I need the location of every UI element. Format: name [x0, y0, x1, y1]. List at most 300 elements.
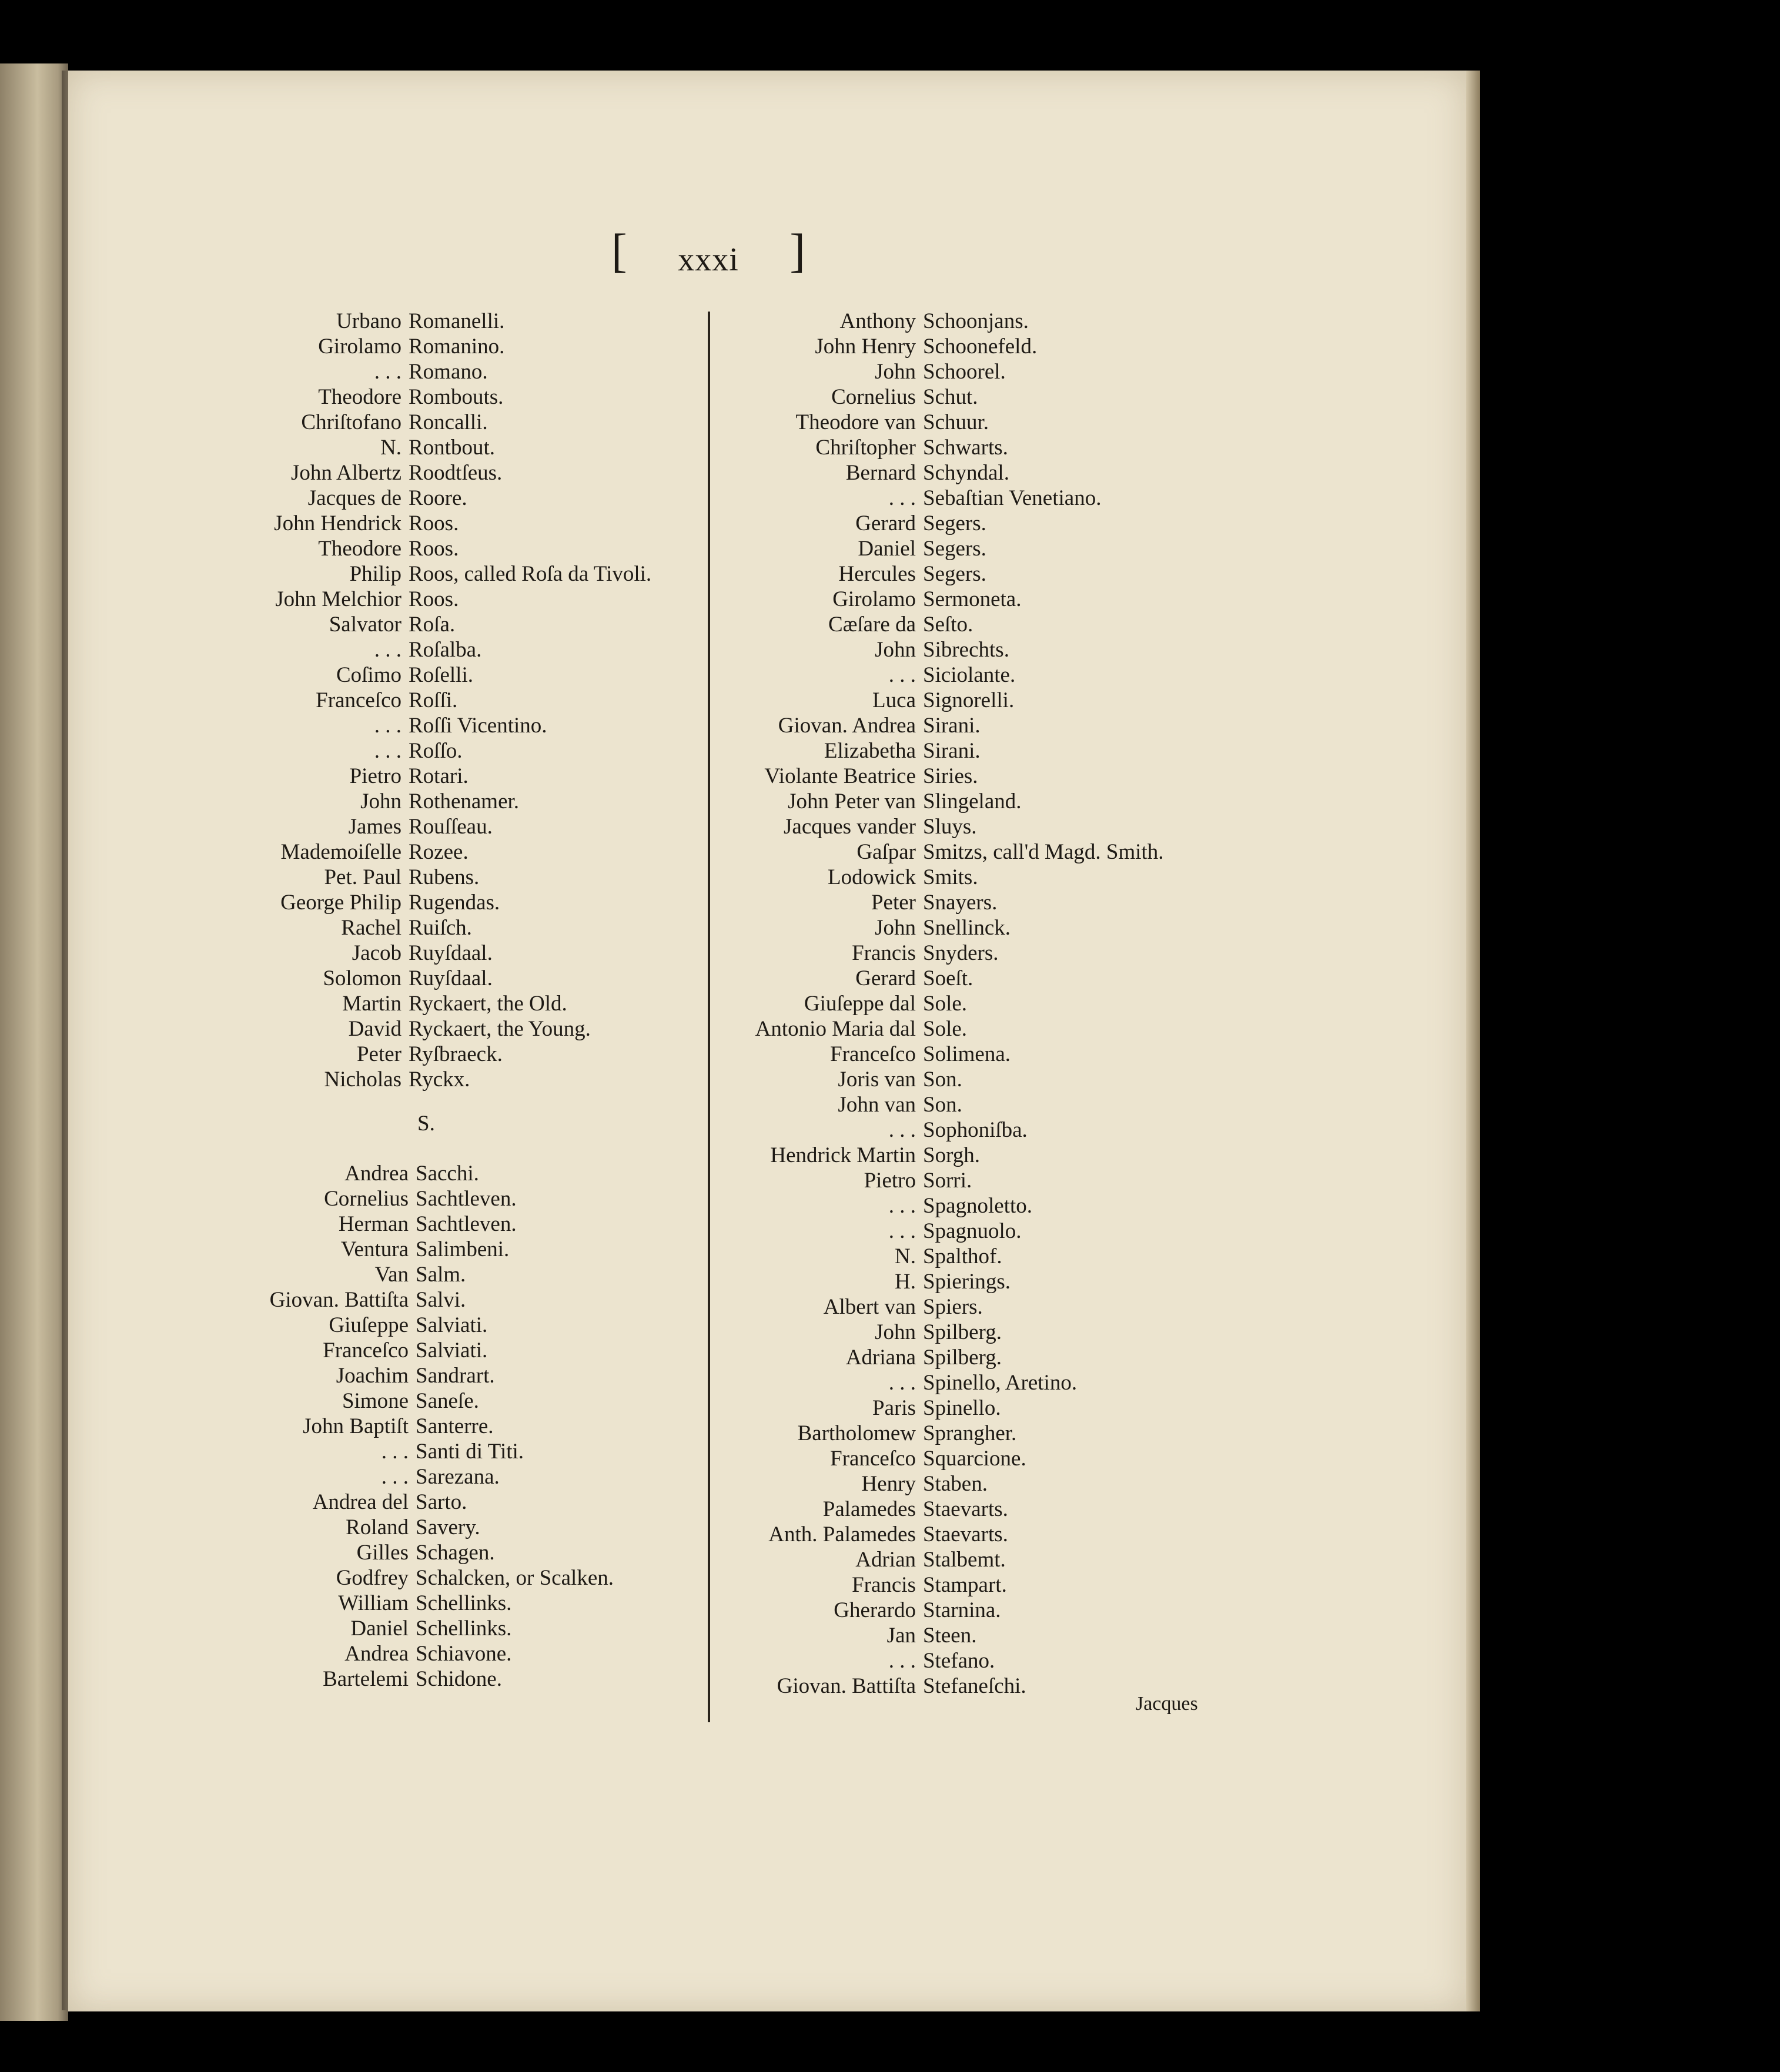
index-entry: [176, 991, 705, 1016]
entry-surname: Ryſbraeck.: [409, 1042, 503, 1066]
entry-first-name: Antonio Maria dal: [755, 1017, 916, 1041]
entry-first-name: Solomon: [323, 966, 401, 990]
index-entry: [176, 966, 705, 991]
index-entry: [176, 1439, 705, 1464]
entry-surname: Schalcken, or Scalken.: [416, 1566, 614, 1590]
index-entry: [717, 764, 1305, 789]
entry-first-name: Cæſare da: [828, 612, 916, 637]
entry-first-name: . . .: [888, 1194, 916, 1218]
entry-first-name: Jacques vander: [784, 815, 916, 839]
entry-first-name: Joachim: [336, 1364, 409, 1388]
entry-surname: Sluys.: [923, 815, 977, 839]
entry-surname: Segers.: [923, 562, 986, 586]
entry-surname: Santerre.: [416, 1414, 494, 1438]
index-entry: [717, 1269, 1305, 1294]
index-entry: [176, 435, 705, 460]
entry-surname: Rugendas.: [409, 891, 500, 915]
index-entry: [176, 1363, 705, 1388]
entry-first-name: Ventura: [340, 1237, 409, 1261]
entry-first-name: Anth. Palamedes: [768, 1522, 916, 1547]
entry-surname: Sorgh.: [923, 1143, 980, 1167]
entry-surname: Schagen.: [416, 1541, 495, 1565]
entry-surname: Rozee.: [409, 840, 469, 864]
entry-surname: Spiers.: [923, 1295, 983, 1319]
index-entry: [717, 1572, 1305, 1598]
entry-surname: Sachtleven.: [416, 1187, 517, 1211]
entry-surname: Sarezana.: [416, 1465, 500, 1489]
entry-first-name: John Albertz: [290, 461, 401, 485]
entry-first-name: Franceſco: [830, 1042, 916, 1066]
entry-first-name: . . .: [888, 1371, 916, 1395]
index-entry: [717, 460, 1305, 486]
entry-surname: Ryckaert, the Young.: [409, 1017, 591, 1041]
entry-surname: Signorelli.: [923, 688, 1015, 712]
entry-surname: Sirani.: [923, 714, 981, 738]
index-entry: [717, 814, 1305, 839]
entry-surname: Stampart.: [923, 1573, 1007, 1597]
index-entry: [176, 1186, 705, 1211]
entry-first-name: John: [875, 360, 916, 384]
entry-first-name: Rachel: [341, 916, 401, 940]
entry-first-name: Giovan. Battiſta: [777, 1674, 916, 1698]
index-entry: [176, 1042, 705, 1067]
index-entry: [176, 1540, 705, 1565]
index-entry: [717, 511, 1305, 536]
entry-first-name: Lodowick: [827, 865, 916, 889]
entry-surname: Salviati.: [416, 1338, 488, 1363]
index-entry: [176, 865, 705, 890]
entry-first-name: John Henry: [815, 334, 916, 359]
entry-first-name: James: [348, 815, 401, 839]
entry-first-name: . . .: [381, 1465, 409, 1489]
index-entry: [176, 1287, 705, 1313]
entry-first-name: Franceſco: [316, 688, 401, 712]
entry-first-name: Herman: [338, 1212, 409, 1236]
index-entry: [717, 991, 1305, 1016]
entry-first-name: Coſimo: [336, 663, 401, 687]
entry-first-name: . . .: [374, 714, 401, 738]
entry-surname: Sermoneta.: [923, 587, 1022, 611]
entry-first-name: Giuſeppe: [329, 1313, 409, 1337]
index-entry: [176, 637, 705, 662]
entry-surname: Sarto.: [416, 1490, 467, 1514]
entry-first-name: Adriana: [845, 1345, 916, 1370]
index-entry: [717, 1042, 1305, 1067]
entry-surname: Spilberg.: [923, 1345, 1002, 1370]
entry-surname: Smitzs, call'd Magd. Smith.: [923, 840, 1164, 864]
index-entry: [176, 1067, 705, 1092]
entry-first-name: Pet. Paul: [324, 865, 401, 889]
entry-first-name: N.: [895, 1244, 916, 1268]
entry-first-name: Cornelius: [831, 385, 916, 409]
index-entry: [717, 1067, 1305, 1092]
entry-first-name: Henry: [861, 1472, 916, 1496]
entry-surname: Spilberg.: [923, 1320, 1002, 1344]
index-entry: [176, 1515, 705, 1540]
index-entry: [176, 1666, 705, 1692]
index-entry: [176, 1641, 705, 1666]
entry-first-name: Chriſtopher: [815, 436, 916, 460]
entry-first-name: John van: [838, 1093, 916, 1117]
entry-surname: Rouſſeau.: [409, 815, 493, 839]
entry-first-name: Girolamo: [832, 587, 916, 611]
index-entry: [717, 1446, 1305, 1471]
entry-surname: Schoorel.: [923, 360, 1006, 384]
index-entry: [176, 915, 705, 940]
entry-first-name: Franceſco: [323, 1338, 409, 1363]
index-entry: [176, 561, 705, 587]
header-open-bracket: [: [611, 225, 627, 277]
entry-surname: Roſſi Vicentino.: [409, 714, 547, 738]
entry-surname: Siries.: [923, 764, 978, 788]
entry-first-name: . . .: [888, 1219, 916, 1243]
entry-first-name: Gerard: [855, 966, 916, 990]
index-entry: [717, 789, 1305, 814]
index-entry: [176, 410, 705, 435]
index-entry: [717, 536, 1305, 561]
catchword: Jacques: [1136, 1693, 1198, 1715]
entry-first-name: Mademoiſelle: [280, 840, 401, 864]
entry-surname: Roos.: [409, 537, 459, 561]
entry-surname: Romanelli.: [409, 309, 505, 333]
index-entry: [176, 1161, 705, 1186]
entry-first-name: Adrian: [855, 1548, 916, 1572]
index-entry: [176, 1388, 705, 1414]
entry-surname: Stalbemt.: [923, 1548, 1006, 1572]
entry-surname: Ruyſdaal.: [409, 941, 493, 965]
entry-surname: Roſalba.: [409, 638, 482, 662]
index-entry: [176, 384, 705, 410]
index-entry: [717, 890, 1305, 915]
entry-first-name: Gilles: [356, 1541, 409, 1565]
index-entry: [717, 1421, 1305, 1446]
entry-first-name: Andrea: [344, 1642, 409, 1666]
index-entry: [176, 1616, 705, 1641]
entry-surname: Snyders.: [923, 941, 999, 965]
index-entry: [717, 309, 1305, 334]
index-entry: [717, 688, 1305, 713]
entry-first-name: Peter: [871, 891, 916, 915]
entry-surname: Seſto.: [923, 612, 973, 637]
entry-surname: Schellinks.: [416, 1616, 512, 1641]
entry-surname: Salimbeni.: [416, 1237, 510, 1261]
entry-first-name: Nicholas: [324, 1067, 401, 1092]
index-entry: [176, 839, 705, 865]
entry-first-name: . . .: [374, 360, 401, 384]
index-entry: [176, 536, 705, 561]
entry-first-name: Jacques de: [307, 486, 401, 510]
index-entry: [717, 587, 1305, 612]
index-entry: [176, 738, 705, 764]
left-column-s: [176, 1161, 705, 1692]
entry-first-name: Paris: [872, 1396, 916, 1420]
entry-first-name: Elizabetha: [824, 739, 916, 763]
index-entry: [717, 865, 1305, 890]
entry-first-name: Anthony: [839, 309, 916, 333]
index-entry: [176, 764, 705, 789]
index-entry: [176, 1262, 705, 1287]
entry-surname: Steen.: [923, 1624, 977, 1648]
entry-first-name: . . .: [888, 486, 916, 510]
entry-surname: Spagnoletto.: [923, 1194, 1033, 1218]
entry-first-name: Gerard: [855, 511, 916, 535]
index-entry: [717, 1370, 1305, 1395]
entry-surname: Salm.: [416, 1263, 466, 1287]
entry-first-name: Bartholomew: [797, 1421, 916, 1445]
entry-surname: Spalthof.: [923, 1244, 1002, 1268]
entry-first-name: Van: [374, 1263, 409, 1287]
entry-first-name: John Hendrick: [274, 511, 401, 535]
entry-surname: Santi di Titi.: [416, 1440, 524, 1464]
entry-first-name: Simone: [342, 1389, 409, 1413]
entry-surname: Roos.: [409, 511, 459, 535]
index-entry: [176, 1489, 705, 1515]
index-entry: [176, 814, 705, 839]
header-close-bracket: ]: [789, 225, 805, 277]
entry-surname: Roodtſeus.: [409, 461, 503, 485]
entry-first-name: Hercules: [838, 562, 916, 586]
entry-surname: Sacchi.: [416, 1161, 479, 1186]
entry-first-name: Giovan. Andrea: [778, 714, 916, 738]
entry-first-name: . . .: [888, 1649, 916, 1673]
entry-surname: Sachtleven.: [416, 1212, 517, 1236]
section-heading-s: S.: [417, 1112, 435, 1136]
index-entry: [176, 713, 705, 738]
entry-surname: Son.: [923, 1093, 962, 1117]
entry-surname: Ryckx.: [409, 1067, 470, 1092]
index-entry: [717, 1345, 1305, 1370]
entry-surname: Roncalli.: [409, 410, 488, 434]
entry-first-name: Peter: [356, 1042, 401, 1066]
entry-first-name: Martin: [342, 992, 401, 1016]
entry-first-name: Salvator: [329, 612, 401, 637]
index-entry: [717, 1471, 1305, 1497]
index-entry: [717, 1193, 1305, 1219]
entry-surname: Ryckaert, the Old.: [409, 992, 567, 1016]
index-entry: [176, 789, 705, 814]
index-entry: [717, 334, 1305, 359]
index-entry: [717, 1623, 1305, 1648]
entry-surname: Staevarts.: [923, 1522, 1008, 1547]
entry-first-name: H.: [895, 1270, 916, 1294]
entry-surname: Stefaneſchi.: [923, 1674, 1026, 1698]
entry-surname: Salviati.: [416, 1313, 488, 1337]
index-entry: [717, 1648, 1305, 1673]
index-entry: [176, 612, 705, 637]
index-entry: [176, 1591, 705, 1616]
index-entry: [717, 1117, 1305, 1143]
entry-first-name: Giovan. Battiſta: [269, 1288, 409, 1312]
entry-surname: Rubens.: [409, 865, 480, 889]
entry-surname: Staevarts.: [923, 1497, 1008, 1521]
entry-surname: Soeſt.: [923, 966, 973, 990]
entry-surname: Schuur.: [923, 410, 989, 434]
entry-first-name: Franceſco: [830, 1447, 916, 1471]
index-entry: [176, 1313, 705, 1338]
index-entry: [717, 1294, 1305, 1320]
entry-surname: Roos, called Roſa da Tivoli.: [409, 562, 652, 586]
entry-first-name: William: [338, 1591, 409, 1615]
entry-surname: Spinello, Aretino.: [923, 1371, 1078, 1395]
index-entry: [717, 1219, 1305, 1244]
entry-first-name: Joris van: [838, 1067, 916, 1092]
index-entry: [717, 1547, 1305, 1572]
entry-surname: Roore.: [409, 486, 467, 510]
right-column: [717, 309, 1305, 1699]
entry-surname: Staben.: [923, 1472, 988, 1496]
index-entry: [176, 1414, 705, 1439]
index-entry: [717, 1598, 1305, 1623]
entry-surname: Schidone.: [416, 1667, 502, 1691]
entry-first-name: Giuſeppe dal: [804, 992, 916, 1016]
entry-surname: Spierings.: [923, 1270, 1011, 1294]
left-column: [176, 309, 705, 1092]
entry-surname: Son.: [923, 1067, 962, 1092]
index-entry: [176, 587, 705, 612]
entry-first-name: N.: [380, 436, 401, 460]
entry-surname: Schwarts.: [923, 436, 1008, 460]
index-entry: [176, 1464, 705, 1489]
entry-surname: Schellinks.: [416, 1591, 512, 1615]
index-entry: [176, 1016, 705, 1042]
index-entry: [717, 486, 1305, 511]
entry-surname: Schut.: [923, 385, 978, 409]
index-entry: [176, 890, 705, 915]
entry-surname: Stefano.: [923, 1649, 995, 1673]
entry-surname: Sophoniſba.: [923, 1118, 1028, 1142]
entry-first-name: John: [875, 638, 916, 662]
entry-first-name: . . .: [381, 1440, 409, 1464]
entry-first-name: Pietro: [349, 764, 401, 788]
index-entry: [717, 384, 1305, 410]
index-entry: [176, 334, 705, 359]
index-entry: [717, 1522, 1305, 1547]
entry-first-name: Francis: [852, 1573, 916, 1597]
index-entry: [176, 1565, 705, 1591]
entry-surname: Rotari.: [409, 764, 469, 788]
entry-surname: Sole.: [923, 1017, 968, 1041]
entry-first-name: Palamedes: [822, 1497, 916, 1521]
page-number: xxxi: [678, 242, 739, 278]
column-divider: [708, 312, 710, 1722]
entry-first-name: Albert van: [823, 1295, 916, 1319]
entry-surname: Sibrechts.: [923, 638, 1009, 662]
index-entry: [717, 1497, 1305, 1522]
entry-first-name: . . .: [888, 1118, 916, 1142]
entry-surname: Solimena.: [923, 1042, 1011, 1066]
entry-surname: Rothenamer.: [409, 789, 520, 814]
entry-first-name: Roland: [346, 1515, 409, 1539]
entry-surname: Schiavone.: [416, 1642, 512, 1666]
entry-first-name: Daniel: [350, 1616, 409, 1641]
entry-first-name: David: [348, 1017, 401, 1041]
entry-first-name: . . .: [374, 638, 401, 662]
entry-first-name: . . .: [374, 739, 401, 763]
entry-first-name: Theodore: [318, 537, 401, 561]
entry-first-name: Godfrey: [336, 1566, 409, 1590]
facing-page-edge: [0, 63, 68, 2021]
entry-first-name: . . .: [888, 663, 916, 687]
entry-first-name: Francis: [852, 941, 916, 965]
entry-surname: Sirani.: [923, 739, 981, 763]
index-entry: [717, 1395, 1305, 1421]
index-entry: [717, 1673, 1305, 1699]
entry-surname: Squarcione.: [923, 1447, 1026, 1471]
entry-surname: Ruyſdaal.: [409, 966, 493, 990]
entry-first-name: Pietro: [864, 1169, 916, 1193]
entry-first-name: Gaſpar: [856, 840, 916, 864]
index-entry: [176, 1211, 705, 1237]
entry-first-name: Theodore van: [795, 410, 916, 434]
entry-first-name: Chriſtofano: [301, 410, 401, 434]
entry-first-name: John: [875, 916, 916, 940]
index-entry: [717, 561, 1305, 587]
entry-surname: Spagnuolo.: [923, 1219, 1022, 1243]
index-entry: [717, 940, 1305, 966]
entry-surname: Smits.: [923, 865, 978, 889]
entry-surname: Romano.: [409, 360, 488, 384]
index-entry: [717, 1092, 1305, 1117]
entry-first-name: Andrea del: [312, 1490, 409, 1514]
entry-surname: Segers.: [923, 511, 986, 535]
entry-first-name: Jacob: [352, 941, 401, 965]
entry-surname: Salvi.: [416, 1288, 466, 1312]
entry-first-name: Violante Beatrice: [764, 764, 916, 788]
entry-first-name: Girolamo: [318, 334, 401, 359]
entry-first-name: George Philip: [280, 891, 401, 915]
index-entry: [717, 839, 1305, 865]
index-entry: [176, 511, 705, 536]
entry-surname: Savery.: [416, 1515, 480, 1539]
index-entry: [717, 410, 1305, 435]
entry-surname: Segers.: [923, 537, 986, 561]
entry-first-name: John Melchior: [275, 587, 401, 611]
index-entry: [717, 637, 1305, 662]
index-entry: [717, 612, 1305, 637]
index-entry: [717, 1016, 1305, 1042]
index-entry: [717, 966, 1305, 991]
entry-surname: Snellinck.: [923, 916, 1011, 940]
entry-surname: Romanino.: [409, 334, 505, 359]
entry-first-name: Andrea: [344, 1161, 409, 1186]
index-entry: [176, 662, 705, 688]
entry-surname: Roſelli.: [409, 663, 473, 687]
entry-first-name: Luca: [872, 688, 916, 712]
entry-surname: Rombouts.: [409, 385, 504, 409]
entry-surname: Slingeland.: [923, 789, 1022, 814]
index-entry: [717, 1143, 1305, 1168]
index-entry: [717, 662, 1305, 688]
entry-surname: Schoonjans.: [923, 309, 1029, 333]
entry-surname: Roos.: [409, 587, 459, 611]
entry-surname: Roſſi.: [409, 688, 458, 712]
entry-surname: Snayers.: [923, 891, 998, 915]
index-entry: [717, 359, 1305, 384]
index-entry: [717, 435, 1305, 460]
index-entry: [717, 713, 1305, 738]
index-entry: [176, 359, 705, 384]
entry-surname: Spinello.: [923, 1396, 1001, 1420]
page-header: [611, 225, 805, 295]
index-entry: [176, 309, 705, 334]
entry-surname: Saneſe.: [416, 1389, 479, 1413]
entry-first-name: Hendrick Martin: [770, 1143, 916, 1167]
entry-surname: Ruiſch.: [409, 916, 472, 940]
index-entry: [176, 1338, 705, 1363]
entry-surname: Starnina.: [923, 1598, 1001, 1622]
entry-first-name: John: [360, 789, 401, 814]
entry-surname: Sprangher.: [923, 1421, 1017, 1445]
